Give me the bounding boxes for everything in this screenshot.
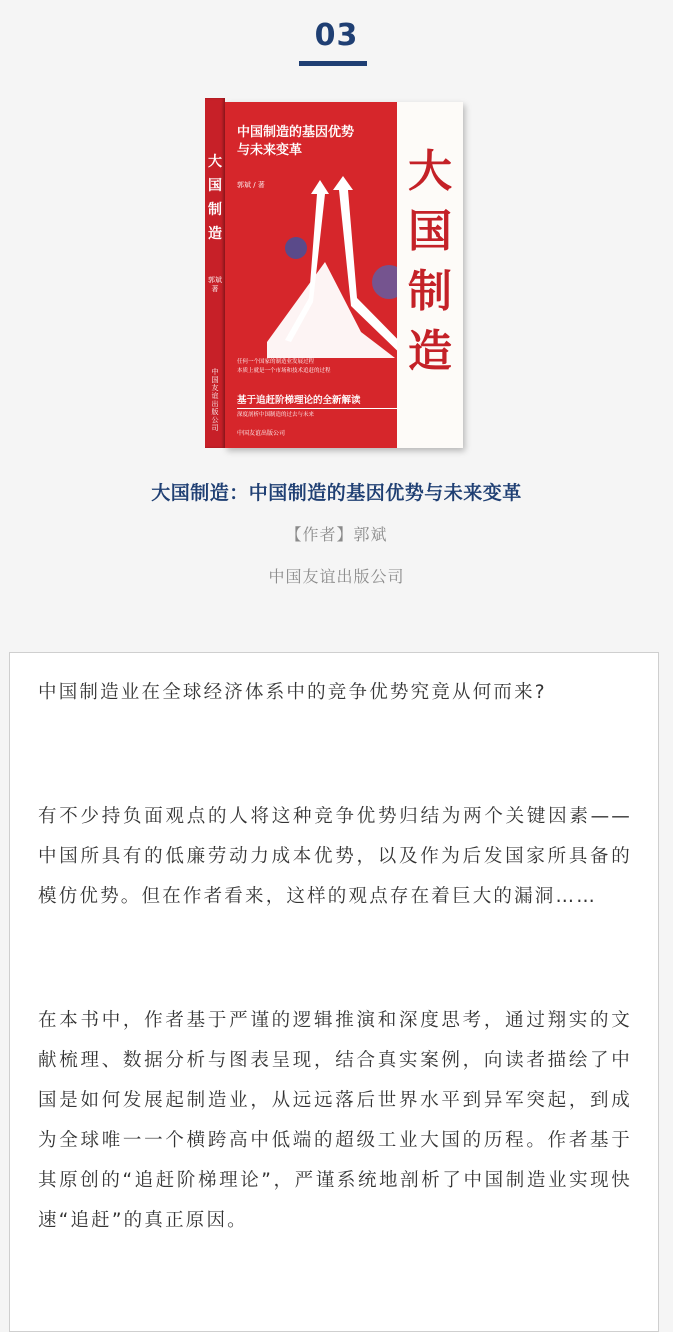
spine-title-char: 大 bbox=[208, 154, 222, 170]
cover-title-char: 国 bbox=[408, 206, 452, 257]
spine-publisher-char: 出 bbox=[211, 400, 219, 408]
description-paragraph: 中国制造业在全球经济体系中的竞争优势究竟从何而来? bbox=[38, 682, 547, 703]
cover-tagline: 基于追赶阶梯理论的全新解读 bbox=[237, 392, 397, 409]
book-cover-image bbox=[205, 98, 463, 450]
cover-title-char: 大 bbox=[408, 146, 452, 197]
spine-publisher bbox=[205, 368, 225, 432]
cover-small-lines bbox=[237, 358, 397, 376]
book-publisher: 中国友谊出版公司 bbox=[268, 567, 405, 586]
spine-publisher-char: 友 bbox=[211, 384, 219, 392]
description-box bbox=[9, 652, 659, 1332]
cover-small-line: 任何一个国家的制造业发展过程 bbox=[237, 359, 315, 365]
cover-tagline-sub: 深度剖析中国制造的过去与未来 bbox=[237, 412, 315, 418]
spine-publisher-char: 司 bbox=[211, 424, 219, 432]
book-front-cover bbox=[225, 102, 463, 448]
description-paragraph: 有不少持负面观点的人将这种竞争优势归结为两个关键因素——中国所具有的低廉劳动力成本优势，以及作为后发国家所具备的模仿优势。但在作者看来，这样的观点存在着巨大的漏洞…… bbox=[38, 806, 632, 907]
book-spine bbox=[205, 98, 225, 448]
description-paragraph: 在本书中，作者基于严谨的逻辑推演和深度思考，通过翔实的文献梳理、数据分析与图表呈现，结合真实案例，向读者描绘了中国是如何发展起制造业，从远远落后世界水平到异军突起，到成为全球唯一一个横跨高中低端的超级工业大国的历程。作者基于其原创的“追赶阶梯理论”，严谨系统地剖析了中国制造业实现快速“追赶”的真正原因。 bbox=[38, 1010, 632, 1231]
spine-publisher-char: 中 bbox=[211, 368, 219, 376]
section-number: 03 bbox=[314, 18, 359, 53]
cover-author: 郭斌 / 著 bbox=[237, 181, 265, 189]
spine-publisher-char: 国 bbox=[211, 376, 219, 384]
cover-circle-left bbox=[285, 237, 307, 259]
cover-title-char: 造 bbox=[408, 326, 452, 377]
spine-title-char: 造 bbox=[208, 226, 222, 242]
cover-subtitle bbox=[237, 124, 387, 160]
spine-publisher-char: 版 bbox=[211, 408, 219, 416]
section-underline bbox=[299, 61, 367, 66]
spine-publisher-char: 谊 bbox=[211, 392, 219, 400]
spine-title bbox=[205, 150, 225, 246]
cover-subtitle-line1: 中国制造的基因优势 bbox=[237, 125, 355, 140]
cover-title-char: 制 bbox=[408, 266, 452, 317]
cover-small-line: 本质上就是一个市场和技术追赶的过程 bbox=[237, 368, 331, 374]
spine-title-char: 国 bbox=[208, 178, 222, 194]
book-author: 【作者】郭斌 bbox=[285, 525, 388, 544]
book-title: 大国制造：中国制造的基因优势与未来变革 bbox=[151, 482, 522, 504]
cover-big-title bbox=[403, 142, 457, 382]
cover-publisher: 中国友谊出版公司 bbox=[237, 430, 286, 437]
spine-title-char: 制 bbox=[208, 202, 222, 218]
spine-author: 郭斌 著 bbox=[208, 276, 222, 293]
spine-publisher-char: 公 bbox=[211, 416, 219, 424]
cover-subtitle-line2: 与未来变革 bbox=[237, 143, 303, 158]
